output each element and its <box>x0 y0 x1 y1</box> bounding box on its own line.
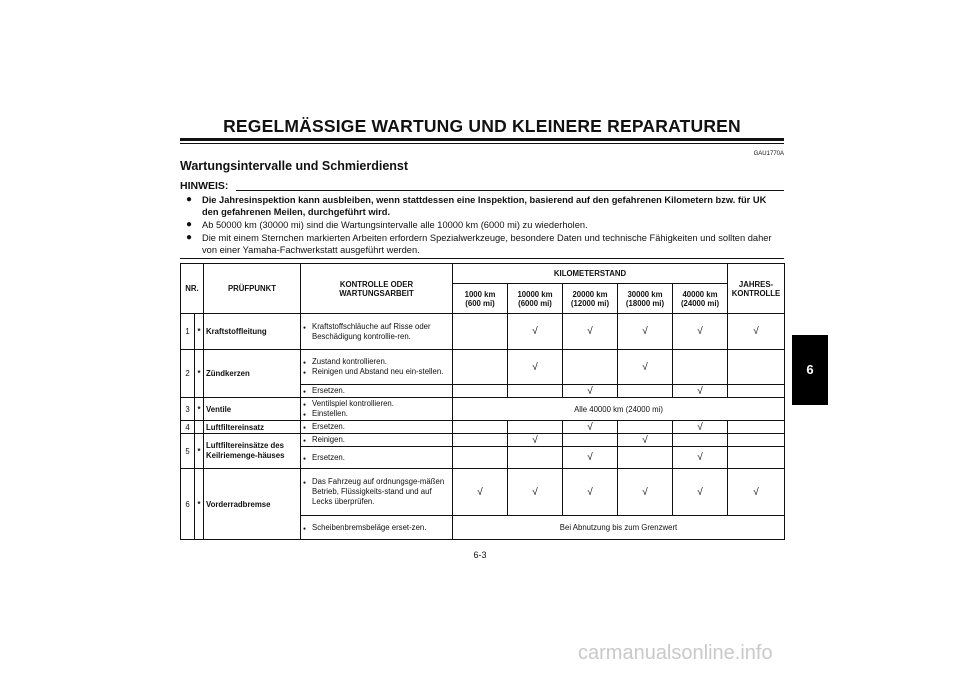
row-item: Luftfiltereinsatz <box>204 421 301 434</box>
row-number: 2 <box>181 350 195 398</box>
check-mark: √ <box>673 314 728 350</box>
check-mark: √ <box>618 314 673 350</box>
check-mark: √ <box>453 469 508 516</box>
row-item: Zündkerzen <box>204 350 301 398</box>
row-action: ● Reinigen. <box>301 434 453 447</box>
row-action: ● Scheibenbremsbeläge erset-zen. <box>301 516 453 540</box>
check-cell <box>453 385 508 398</box>
section-title: Wartungsintervalle und Schmierdienst <box>180 159 409 173</box>
document-code: GAU1770A <box>753 151 784 157</box>
header-interval: 1000 km (600 mi) <box>453 284 508 314</box>
check-cell <box>618 447 673 469</box>
check-mark: √ <box>508 314 563 350</box>
header-interval: 20000 km (12000 mi) <box>563 284 618 314</box>
table-row <box>181 469 785 516</box>
check-mark: √ <box>563 385 618 398</box>
header-annual: JAHRES-KONTROLLE <box>728 264 785 314</box>
check-mark: √ <box>728 469 785 516</box>
table-row <box>181 398 785 421</box>
row-action: ● Zustand kontrollieren. ● Reinigen und Abstand neu ein-stellen. <box>301 350 453 385</box>
bullet-icon: ● <box>186 194 193 205</box>
check-cell <box>508 447 563 469</box>
note-text: Die Jahresinspektion kann ausbleiben, wenn stattdessen eine Inspektion, basierend auf den gefahrenen Kilometern bzw. für UK den gefahrenen Meilen, durchgeführt wird. <box>202 195 767 217</box>
check-cell <box>728 350 785 385</box>
note-label: HINWEIS: <box>180 180 229 192</box>
check-mark: √ <box>508 350 563 385</box>
check-cell <box>453 421 508 434</box>
table-row <box>181 350 785 385</box>
check-mark: √ <box>563 447 618 469</box>
star-mark: * <box>195 350 204 398</box>
check-cell <box>728 434 785 447</box>
watermark: carmanualsonline.info <box>578 642 773 664</box>
check-cell <box>453 350 508 385</box>
title-rule-thin <box>180 143 784 144</box>
check-mark: √ <box>508 469 563 516</box>
row-action: ● Ersetzen. <box>301 421 453 434</box>
row-action: ● Ventilspiel kontrollieren. ● Einstellen. <box>301 398 453 421</box>
check-cell <box>673 350 728 385</box>
check-cell <box>618 385 673 398</box>
table-row <box>181 314 785 350</box>
table-row <box>181 434 785 447</box>
note-rule <box>236 190 784 191</box>
bullet-icon: ● <box>186 219 193 230</box>
check-cell <box>453 314 508 350</box>
check-mark: √ <box>728 314 785 350</box>
check-mark: √ <box>673 421 728 434</box>
interval-note: Alle 40000 km (24000 mi) <box>453 398 785 421</box>
note-text: Ab 50000 km (30000 mi) sind die Wartungsintervalle alle 10000 km (6000 mi) zu wiederholen. <box>202 220 588 230</box>
star-mark: * <box>195 434 204 469</box>
check-cell <box>453 447 508 469</box>
check-cell <box>728 447 785 469</box>
check-mark: √ <box>618 469 673 516</box>
empty-star-cell <box>195 421 204 434</box>
check-mark: √ <box>508 434 563 447</box>
check-mark: √ <box>673 469 728 516</box>
row-item: Luftfiltereinsätze des Keilriemenge-häuses <box>204 434 301 469</box>
row-item: Kraftstoffleitung <box>204 314 301 350</box>
chapter-tab: 6 <box>792 335 828 405</box>
check-cell <box>508 421 563 434</box>
page-number: 6-3 <box>473 550 487 560</box>
note-bullet <box>186 219 784 231</box>
row-action: ● Ersetzen. <box>301 385 453 398</box>
check-mark: √ <box>563 421 618 434</box>
note-bullet <box>186 194 784 218</box>
check-mark: √ <box>673 447 728 469</box>
interval-note: Bei Abnutzung bis zum Grenzwert <box>453 516 785 540</box>
check-mark: √ <box>563 314 618 350</box>
check-cell <box>453 434 508 447</box>
header-km-group: KILOMETERSTAND <box>453 264 728 284</box>
note-bullet <box>186 232 784 256</box>
check-mark: √ <box>563 469 618 516</box>
bullet-icon: ● <box>186 232 193 243</box>
check-cell <box>618 421 673 434</box>
check-mark: √ <box>673 385 728 398</box>
table-row <box>181 421 785 434</box>
check-cell <box>563 434 618 447</box>
page-title: REGELMÄSSIGE WARTUNG UND KLEINERE REPARATUREN <box>223 116 741 136</box>
check-cell <box>508 385 563 398</box>
row-number: 5 <box>181 434 195 469</box>
header-item: PRÜFPUNKT <box>204 264 301 314</box>
row-number: 3 <box>181 398 195 421</box>
row-item: Vorderradbremse <box>204 469 301 540</box>
note-text: Die mit einem Sternchen markierten Arbeiten erfordern Spezialwerkzeuge, besondere Daten und technische Fähigkeiten und sollten daher von einer Yamaha-Fachwerkstatt ausgeführt werden. <box>202 233 772 255</box>
check-cell <box>673 434 728 447</box>
check-mark: √ <box>618 434 673 447</box>
row-number: 1 <box>181 314 195 350</box>
star-mark: * <box>195 469 204 540</box>
header-interval: 40000 km (24000 mi) <box>673 284 728 314</box>
check-cell <box>728 385 785 398</box>
row-item: Ventile <box>204 398 301 421</box>
header-interval: 30000 km (18000 mi) <box>618 284 673 314</box>
row-action: ● Das Fahrzeug auf ordnungsge-mäßen Betrieb, Flüssigkeits-stand und auf Lecks überprüfen. <box>301 469 453 516</box>
header-action: KONTROLLE ODER WARTUNGSARBEIT <box>301 264 453 314</box>
header-nr: NR. <box>181 264 204 314</box>
star-mark: * <box>195 398 204 421</box>
check-cell <box>563 350 618 385</box>
title-rule <box>180 138 784 141</box>
row-number: 4 <box>181 421 195 434</box>
maintenance-table <box>180 263 785 540</box>
check-mark: √ <box>618 350 673 385</box>
section-rule <box>180 258 784 259</box>
row-number: 6 <box>181 469 195 540</box>
star-mark: * <box>195 314 204 350</box>
header-interval: 10000 km (6000 mi) <box>508 284 563 314</box>
check-cell <box>728 421 785 434</box>
row-action: ● Ersetzen. <box>301 447 453 469</box>
row-action: ● Kraftstoffschläuche auf Risse oder Beschädigung kontrollie-ren. <box>301 314 453 350</box>
